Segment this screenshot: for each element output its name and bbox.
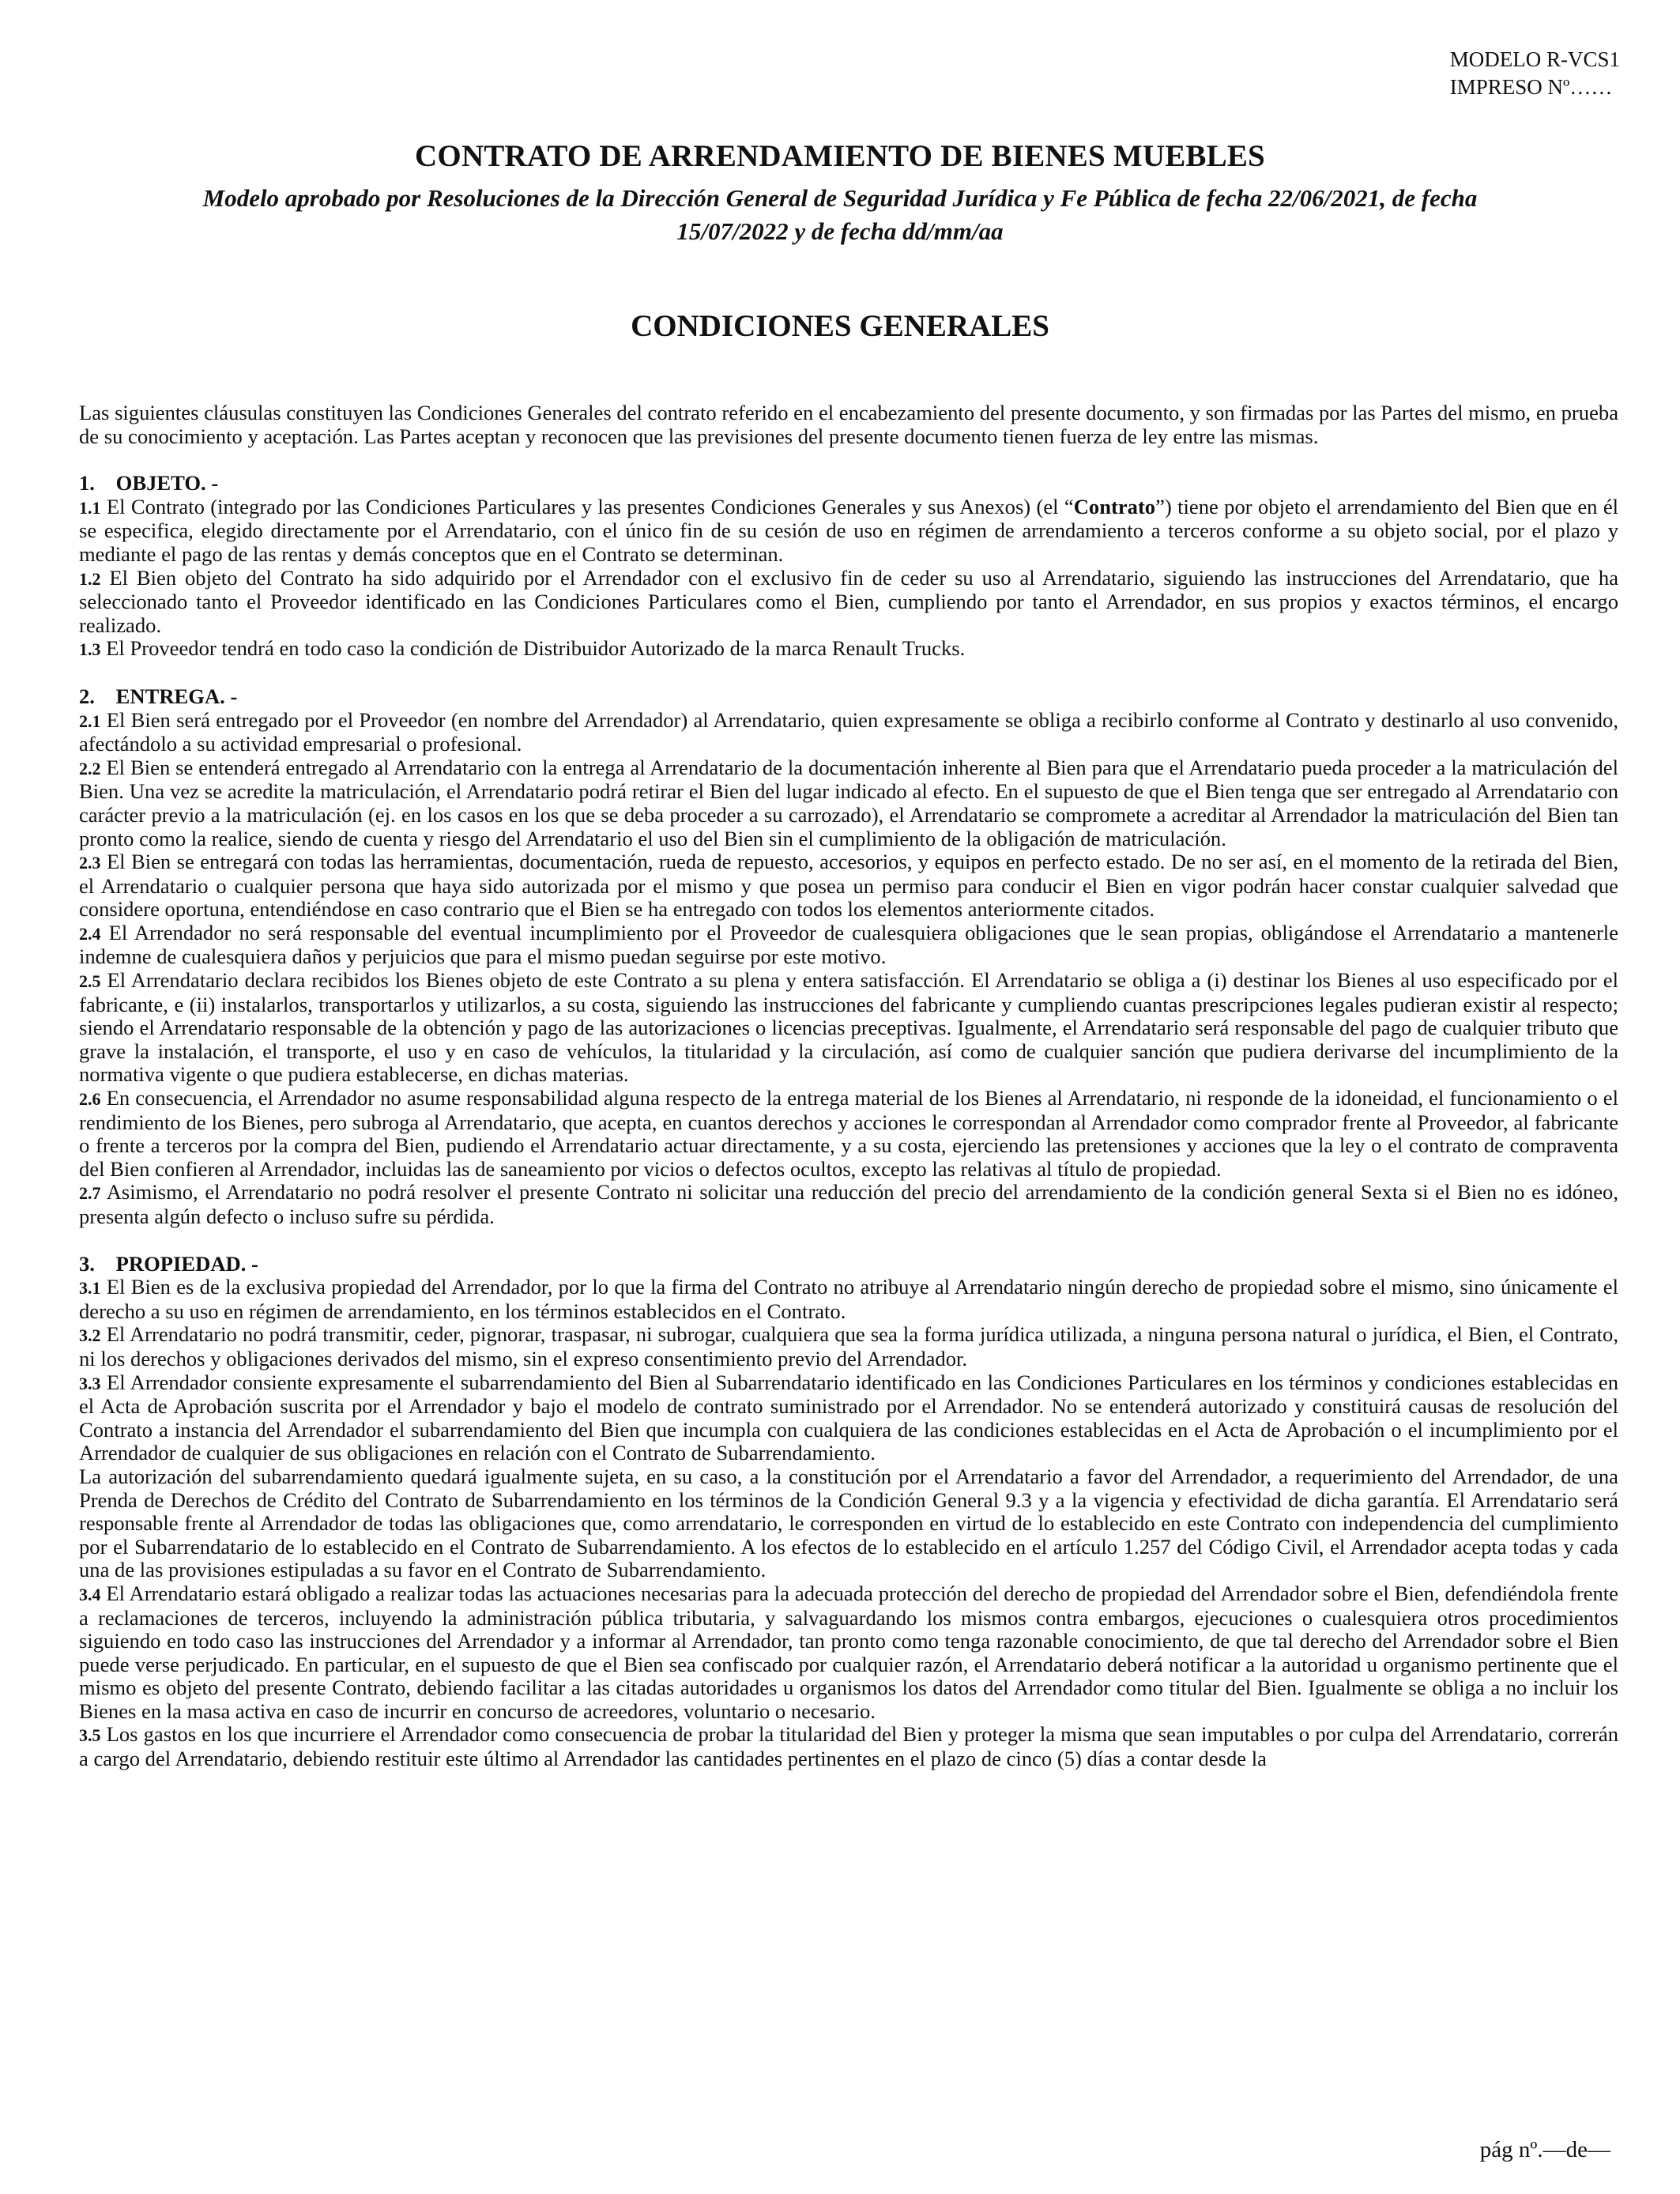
clause-text: El Arrendatario no podrá transmitir, ceder, pignorar, traspasar, ni subrogar, cualquiera que sea la forma jurídica utilizada, a ninguna persona natural o jurídica, el Bien, el Contrato, ni los derechos y obligaciones derivados del mismo, sin el expreso consentimiento previo del Arrendador.: [79, 1322, 1618, 1370]
clause-number: 2.7: [79, 1183, 101, 1204]
clause-paragraph: [79, 1582, 1618, 1724]
clause-text: El Arrendatario declara recibidos los Bienes objeto de este Contrato a su plena y entera satisfacción. El Arrendatario se obliga a (i) destinar los Bienes al uso especificado por el fabricante, e (ii) instalarlos, transportarlos y utilizarlos, a su costa, siguiendo las instrucciones del fabricante y cumpliendo cuantas prescripciones legales pudieran existir al respecto; siendo el Arrendatario responsable de la obtención y pago de las autorizaciones o licencias preceptivas. Igualmente, el Arrendatario será responsable del pago de cualquier tributo que grave la instalación, el transporte, el uso y en caso de vehículos, la titularidad y la circulación, así como de cualquier sanción que pudiera derivarse del incumplimiento de la normativa vigente o que pudiera establecerse, en dichas materias.: [79, 968, 1618, 1087]
clause-text: El Proveedor tendrá en todo caso la condición de Distribuidor Autorizado de la marca Renault Trucks.: [106, 636, 966, 661]
page-number: pág nº.—de—: [1479, 2137, 1610, 2162]
section-spacer: [79, 662, 1618, 685]
clause-number: 3.4: [79, 1584, 101, 1604]
clause-number: 2.4: [79, 923, 101, 944]
clause-text: En consecuencia, el Arrendador no asume responsabilidad alguna respecto de la entrega material de los Bienes al Arrendatario, ni responde de la idoneidad, el funcionamiento o el rendimiento de los Bienes, pero subroga al Arrendatario, que acepta, en cuantos derechos y acciones le correspondan al Arrendador como comprador frente al Proveedor, al fabricante o frente a terceros por la compra del Bien, pudiendo el Arrendatario actuar directamente, y a su costa, ejerciendo las pretensiones y acciones que la ley o el contrato de compraventa del Bien confieren al Arrendador, incluidas las de saneamiento por vicios o defectos ocultos, excepto las relativas al título de propiedad.: [79, 1086, 1618, 1181]
clause-number: 3.5: [79, 1725, 101, 1746]
clause-text: El Contrato (integrado por las Condiciones Particulares y las presentes Condiciones Generales y sus Anexos) (el “: [106, 494, 1074, 518]
section-heading-text: PROPIEDAD. -: [115, 1251, 258, 1276]
clause-number: 3.1: [79, 1278, 101, 1299]
clause-text: El Arrendatario estará obligado a realizar todas las actuaciones necesarias para la adecuada protección del derecho de propiedad del Arrendador sobre el Bien, defendiéndola frente a reclamaciones de terceros, incluyendo la administración pública tributaria, y salvaguardando los mismos contra embargos, ejecuciones o cualesquiera otros procedimientos siguiendo en todo caso las instrucciones del Arrendador y a informar al Arrendador, tan pronto como tenga razonable conocimiento, de que tal derecho del Arrendador sobre el Bien puede verse perjudicado. En particular, en el supuesto de que el Bien sea confiscado por cualquier razón, el Arrendatario deberá notificar a la autoridad u organismo pertinente que el mismo es objeto del presente Contrato, debiendo facilitar a las citadas autoridades u organismos los datos del Arrendador como titular del Bien. Igualmente se obliga a no incluir los Bienes en la masa activa en caso de incurrir en concurso de acreedores, voluntario o necesario.: [79, 1581, 1618, 1723]
clause-paragraph: [79, 1276, 1618, 1323]
clause-text: El Arrendador no será responsable del eventual incumplimiento por el Proveedor de cualesquiera obligaciones que le sean propias, obligándose el Arrendatario a mantenerle indemne de cualesquiera daños y perjuicios que para el mismo puedan seguirse por este motivo.: [79, 920, 1618, 969]
clause-number: 1.2: [79, 568, 101, 589]
document-subtitle: Modelo aprobado por Resoluciones de la Dirección General de Seguridad Jurídica y Fe Pública de fecha 22/06/2021, de fecha 15/07/2022 y de fecha dd/mm/aa: [202, 184, 1478, 245]
clause-paragraph: [79, 922, 1618, 969]
clause-text: Los gastos en los que incurriere el Arrendador como consecuencia de probar la titularidad del Bien y proteger la misma que sean imputables o por culpa del Arrendatario, correrán a cargo del Arrendatario, debiendo restituir este último al Arrendador las cantidades pertinentes en el plazo de cinco (5) días a contar desde la: [79, 1722, 1618, 1771]
clause-paragraph: [79, 969, 1618, 1087]
clause-paragraph: [79, 1465, 1618, 1582]
clause-number: 3.2: [79, 1325, 101, 1346]
clause-number: 2.1: [79, 711, 101, 731]
clause-paragraph: [79, 637, 1618, 662]
clause-number: 1.1: [79, 497, 101, 518]
section-spacer: [79, 1229, 1618, 1253]
model-code: MODELO R-VCS1: [1449, 47, 1620, 71]
clause-paragraph: [79, 1181, 1618, 1228]
document-title: CONTRATO DE ARRENDAMIENTO DE BIENES MUEBLES: [415, 139, 1265, 173]
section-heading: [79, 685, 1618, 709]
printed-number: IMPRESO Nº……: [1449, 75, 1613, 99]
clause-text: El Bien objeto del Contrato ha sido adquirido por el Arrendador con el exclusivo fin de ceder su uso al Arrendatario, siguiendo las instrucciones del Arrendatario, que ha seleccionado tanto el Proveedor identificado en las Condiciones Particulares como el Bien, cumpliendo por tanto el Arrendador, en sus propios y exactos términos, el encargo realizado.: [79, 565, 1618, 637]
clause-text: La autorización del subarrendamiento quedará igualmente sujeta, en su caso, a la constitución por el Arrendatario a favor del Arrendador, a requerimiento del Arrendador, de una Prenda de Derechos de Crédito del Contrato de Subarrendamiento en los términos de la Condición General 9.3 y a la vigencia y efectividad de dicha garantía. El Arrendatario será responsable frente al Arrendador de todas las obligaciones que, como arrendatario, le corresponden en virtud de lo establecido en este Contrato con independencia del cumplimiento por el Subarrendatario de lo establecido en el Contrato de Subarrendamiento. A los efectos de lo establecido en el artículo 1.257 del Código Civil, el Arrendador acepta todas y cada una de las provisiones estipuladas a su favor en el Contrato de Subarrendamiento.: [79, 1464, 1618, 1582]
clause-number: 1.3: [79, 639, 101, 660]
clause-text: Asimismo, el Arrendatario no podrá resolver el presente Contrato ni solicitar una reducción del precio del arrendamiento de la condición general Sexta si el Bien no es idóneo, presenta algún defecto o incluso sufre su pérdida.: [79, 1180, 1618, 1228]
clause-paragraph: [79, 496, 1618, 567]
document-body: [79, 401, 1618, 1771]
clause-text: El Bien será entregado por el Proveedor (en nombre del Arrendador) al Arrendatario, quien expresamente se obliga a recibirlo conforme al Contrato y destinarlo al uso convenido, afectándolo a su actividad empresarial o profesional.: [79, 707, 1618, 756]
clause-paragraph: [79, 1723, 1618, 1770]
clause-text: El Bien se entenderá entregado al Arrendatario con la entrega al Arrendatario de la documentación inherente al Bien para que el Arrendatario pueda proceder a la matriculación del Bien. Una vez se acredite la matriculación, el Arrendatario podrá retirar el Bien del lugar indicado al efecto. En el supuesto de que el Bien tenga que ser entregado al Arrendatario con carácter previo a la matriculación (ej. en los casos en los que se deba proceder a su carrozado), el Arrendatario se compromete a acreditar al Arrendador la matriculación del Bien tan pronto como la realice, siendo de cuenta y riesgo del Arrendatario el uso del Bien sin el cumplimiento de la obligación de matriculación.: [79, 755, 1618, 850]
section-heading-text: OBJETO. -: [115, 471, 219, 496]
model-reference: [1450, 46, 1620, 101]
intro-paragraph: Las siguientes cláusulas constituyen las Condiciones Generales del contrato referido en el encabezamiento del presente documento, y son firmadas por las Partes del mismo, en prueba de su conocimiento y aceptación. Las Partes aceptan y reconocen que las previsiones del presente documento tienen fuerza de ley entre las mismas.: [79, 401, 1618, 448]
clause-defined-term: Contrato: [1073, 494, 1156, 518]
section-heading: [79, 472, 1618, 496]
clause-text: ”) tiene por objeto el arrendamiento del Bien que en él se especifica, elegido directamente por el Arrendatario, con el único fin de su cesión de uso en régimen de arrendamiento a terceros conforme a su objeto social, por el plazo y mediante el pago de las rentas y demás conceptos que en el Contrato se determinan.: [79, 494, 1619, 566]
clause-text: El Bien se entregará con todas las herramientas, documentación, rueda de repuesto, accesorios, y equipos en perfecto estado. De no ser así, en el momento de la retirada del Bien, el Arrendatario o cualquier persona que haya sido autorizada por el mismo y que posea un permiso para conducir el Bien en vigor podrán hacer constar cualquier salvedad que considere oportuna, entendiéndose en caso contrario que el Bien se ha entregado con todos los elementos anteriormente citados.: [79, 850, 1618, 922]
clause-number: 2.6: [79, 1089, 101, 1110]
clause-paragraph: [79, 850, 1618, 922]
section-number: 1.: [79, 471, 95, 496]
clause-paragraph: [79, 1087, 1618, 1181]
section-heading: [79, 1253, 1618, 1276]
clause-number: 2.3: [79, 853, 101, 873]
section-heading-text: ENTREGA. -: [115, 684, 238, 708]
clause-number: 3.3: [79, 1373, 101, 1393]
section-title: CONDICIONES GENERALES: [631, 309, 1049, 343]
clause-paragraph: [79, 709, 1618, 756]
clause-paragraph: [79, 1323, 1618, 1370]
clause-paragraph: [79, 756, 1618, 850]
clause-number: 2.5: [79, 971, 101, 992]
clause-number: 2.2: [79, 758, 101, 778]
clause-text: El Bien es de la exclusiva propiedad del Arrendador, por lo que la firma del Contrato no atribuye al Arrendatario ningún derecho de propiedad sobre el mismo, sino únicamente el derecho a su uso en régimen de arrendamiento, en los términos establecidos en el Contrato.: [79, 1275, 1618, 1323]
clause-text: El Arrendador consiente expresamente el subarrendamiento del Bien al Subarrendatario identificado en las Condiciones Particulares en los términos y condiciones establecidas en el Acta de Aprobación suscrita por el Arrendador y bajo el modelo de contrato suministrado por el Arrendador. No se entenderá autorizado y constituirá causas de resolución del Contrato a instancia del Arrendador el subarrendamiento del Bien que incumpla con cualquiera de las condiciones establecidas en el Acta de Aprobación o el incumplimiento por el Arrendador de cualquier de sus obligaciones en relación con el Contrato de Subarrendamiento.: [79, 1370, 1618, 1465]
clause-paragraph: [79, 1371, 1618, 1465]
clause-paragraph: [79, 567, 1618, 638]
section-number: 2.: [79, 684, 95, 708]
section-number: 3.: [79, 1251, 95, 1276]
